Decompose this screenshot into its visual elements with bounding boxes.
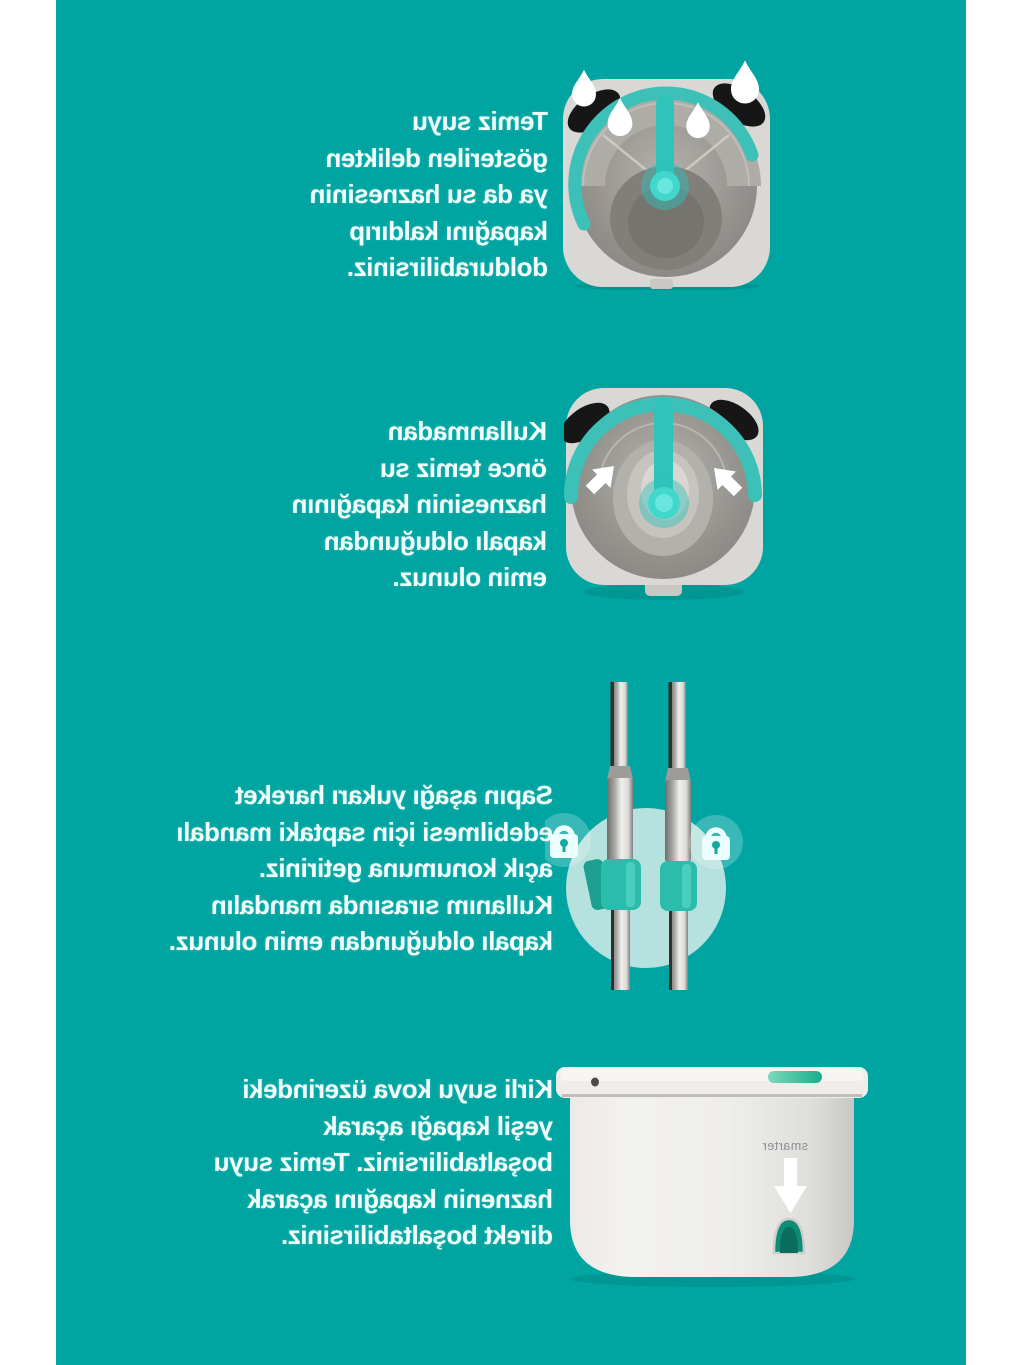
step-2-text: [292, 413, 547, 596]
text-line: açık konumuna getiriniz.: [259, 853, 553, 883]
water-drop-icon: [572, 70, 596, 107]
text-line: emin olunuz.: [392, 562, 547, 592]
latch-sleeve: [660, 861, 697, 911]
water-drop-icon: [731, 60, 759, 103]
text-line: Kullanmadan: [388, 416, 547, 446]
padlock-icon: [689, 815, 743, 869]
text-line: Temiz suyu: [412, 106, 548, 136]
step-3-text: [169, 777, 553, 960]
text-line: Kullanım sırasında mandalın: [211, 889, 553, 920]
text-line: boşaltabilirsiniz. Temiz suyu: [214, 1147, 553, 1177]
text-line: haznesinin kapağının: [292, 489, 547, 519]
bucket-top-drops-illustration: [559, 55, 774, 290]
text-line: direkt boşaltabilirsiniz.: [281, 1220, 553, 1250]
text-line: doldurabilirsiniz.: [347, 252, 548, 282]
step-4-text: [214, 1071, 553, 1254]
green-lid-strip: [768, 1071, 822, 1083]
bucket-side-body: [570, 1094, 854, 1277]
bucket-side-illustration: [554, 1062, 870, 1288]
step-1-text: [310, 103, 548, 286]
rim-hole: [591, 1078, 599, 1087]
text-line: kapalı olduğundan: [324, 525, 547, 556]
bucket-top-arrows-illustration: [564, 386, 764, 602]
text-line: kapağını kaldırıp: [349, 215, 548, 246]
drain-hole: [774, 1219, 804, 1253]
text-line: yeşil kapağı açarak: [323, 1110, 553, 1141]
spout-tab: [650, 279, 673, 289]
text-line: Kirli suyu kova üzerindeki: [242, 1074, 553, 1104]
handle-latch-illustration: [545, 682, 745, 990]
text-line: Sapın aşağı yukarı hareket: [235, 780, 553, 810]
text-line: gösterilen delikten: [325, 142, 548, 173]
text-line: kapalı olduğundan emin olunuz.: [169, 926, 553, 956]
text-line: edebilmesi için saptaki mandalı: [176, 816, 553, 847]
text-line: ya da su haznesinin: [309, 179, 548, 209]
brand-label: smarter: [762, 1139, 808, 1153]
text-line: önce temiz su: [380, 452, 547, 483]
text-line: haznenin kapağını açarak: [247, 1183, 553, 1214]
